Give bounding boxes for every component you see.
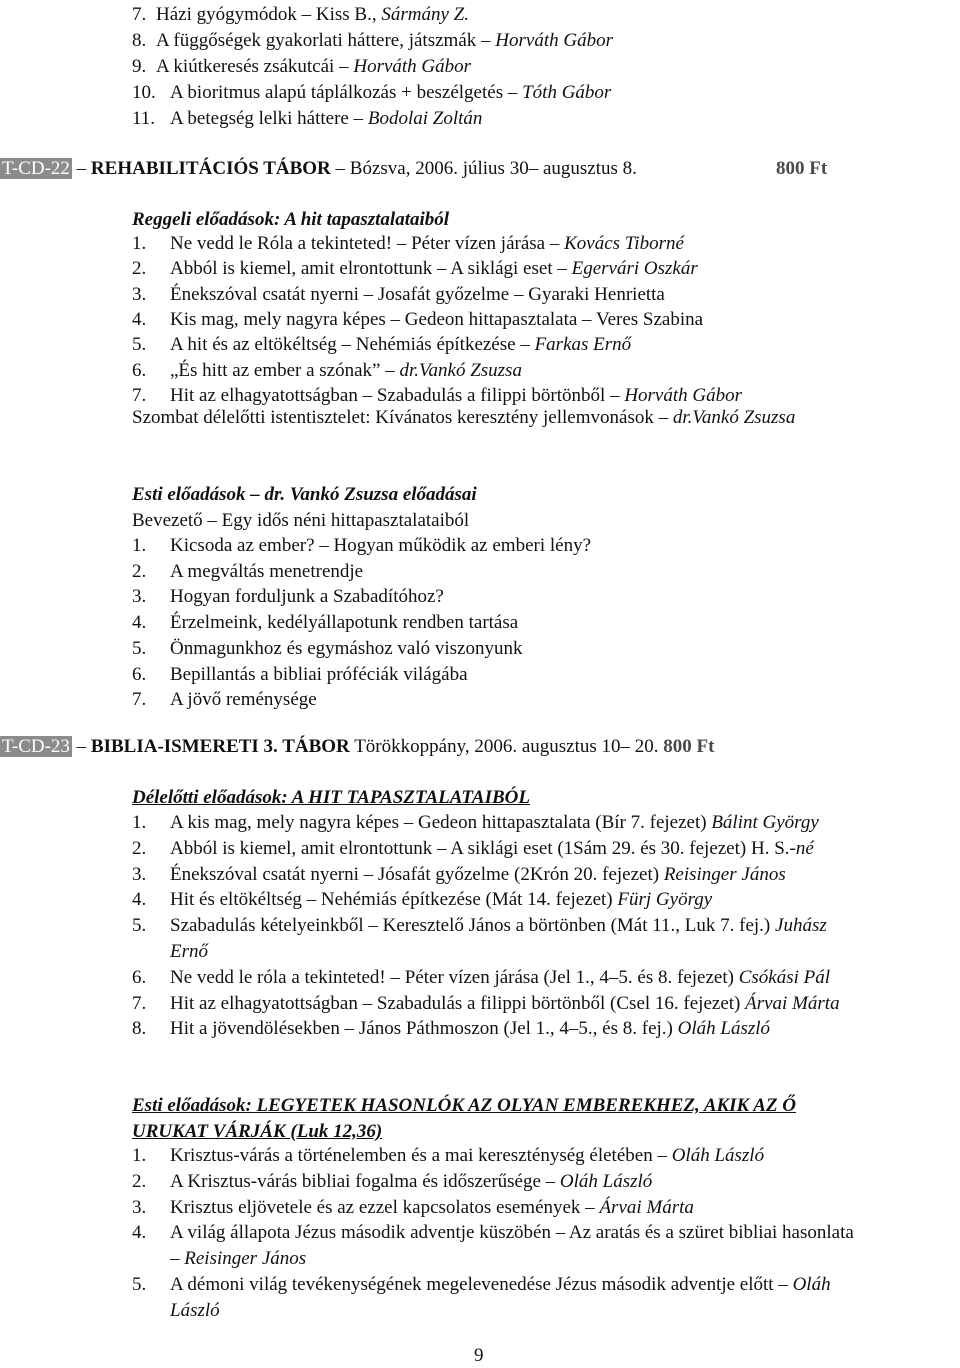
top-list-item	[132, 3, 469, 27]
item-text: Hit és eltökéltség – Nehémiás építkezése (Mát 14. fejezet)	[170, 889, 618, 911]
saturday-line	[132, 406, 795, 430]
item-author: Horváth Gábor	[353, 56, 472, 77]
item-author: Tóth Gábor	[522, 82, 612, 103]
top-list-item	[132, 55, 471, 79]
item-text: Szabadulás kételyeinkből – Keresztelő János a börtönben (Mát 11., Luk 7. fej.)	[170, 915, 776, 937]
item-number: 11.	[132, 108, 156, 129]
item-number: 7.	[132, 689, 147, 711]
item-text: Krisztus-várás a történelemben és a mai kereszténység életében –	[170, 1145, 672, 1166]
item-text: A hit és az eltökéltség – Nehémiás építkezése –	[170, 334, 535, 356]
dash: –	[76, 736, 91, 757]
item-author: Farkas Ernő	[534, 334, 632, 356]
item-text: A függőségek gyakorlati háttere, játszmák –	[156, 30, 496, 51]
item-number: 3.	[132, 1196, 147, 1218]
list-item	[132, 811, 819, 835]
camp-details: Törökkoppány, 2006. augusztus 10– 20.	[354, 736, 659, 757]
camp-code: T-CD-23	[2, 736, 70, 757]
item-text: Hit a jövendölésekben – János Páthmoszon (Jel 1., 4–5., és 8. fej.)	[170, 1018, 678, 1040]
intro-line: Bevezető – Egy idős néni hittapasztalataiból	[132, 510, 470, 531]
item-author: Oláh László	[559, 1170, 653, 1192]
item-author: Reisinger János	[663, 863, 786, 885]
list-item	[132, 283, 665, 307]
camp-price: 800 Ft	[663, 736, 715, 757]
camp-title: BIBLIA-ISMERETI 3. TÁBOR	[90, 736, 350, 757]
list-item	[132, 560, 363, 584]
item-text: Bepillantás a bibliai próféciák világába	[170, 663, 468, 685]
item-text: A jövő reménysége	[170, 689, 317, 711]
list-item	[132, 1196, 694, 1220]
top-list-item	[132, 107, 482, 131]
list-item	[132, 688, 317, 712]
top-list-item	[132, 81, 611, 105]
item-text: Énekszóval csatát nyerni – Josafát győzelme – Gyaraki Henrietta	[170, 283, 665, 305]
item-author: Reisinger János	[184, 1248, 307, 1270]
item-text: A megváltás menetrendje	[170, 560, 364, 582]
camp-title: REHABILITÁCIÓS TÁBOR	[90, 158, 331, 179]
list-item	[132, 1144, 764, 1168]
list-item	[132, 1221, 854, 1245]
item-number: 4.	[132, 308, 147, 330]
camp-code: T-CD-22	[2, 158, 70, 179]
item-text: Érzelmeink, kedélyállapotunk rendben tartása	[170, 612, 519, 634]
item-author: Fürj György	[617, 889, 713, 911]
list-item	[132, 1247, 306, 1271]
item-text: Önmagunkhoz és egymáshoz való viszonyunk	[170, 637, 523, 659]
list-item	[132, 384, 742, 408]
item-author: Juhász	[775, 915, 827, 937]
item-text: Ne vedd le róla a tekinteted! – Péter vízen járása (Jel 1., 4–5. és 8. fejezet)	[170, 966, 739, 988]
item-number: 2.	[132, 837, 147, 859]
item-author: Árvai Márta	[745, 992, 840, 1014]
item-text: Énekszóval csatát nyerni – Jósafát győzelme (2Krón 20. fejezet)	[170, 863, 664, 885]
list-item	[132, 966, 830, 990]
item-author: Bodolai Zoltán	[367, 108, 483, 129]
item-author: Árvai Márta	[599, 1196, 694, 1218]
item-author: László	[170, 1299, 220, 1321]
item-text: A kiútkeresés zsákutcái –	[156, 56, 354, 77]
list-item	[132, 359, 522, 383]
item-text: A világ állapota Jézus második adventje küszöbén – Az aratás és a szüret bibliai hasonlata	[170, 1222, 854, 1244]
list-item	[132, 534, 591, 558]
item-text: –	[170, 1248, 185, 1270]
item-text: A betegség lelki háttere –	[170, 108, 368, 129]
item-number: 5.	[132, 334, 147, 356]
camp-price: 800 Ft	[776, 158, 828, 179]
item-number: 9.	[132, 56, 147, 77]
list-item	[132, 1017, 770, 1041]
list-item	[132, 1299, 220, 1323]
item-author: Sármány Z.	[381, 4, 469, 25]
list-item	[132, 837, 814, 861]
item-number: 7.	[132, 384, 147, 406]
item-number: 1.	[132, 1145, 147, 1166]
item-number: 5.	[132, 915, 147, 937]
item-number: 2.	[132, 560, 147, 582]
item-text: Kis mag, mely nagyra képes – Gedeon hittapasztalata – Veres Szabina	[170, 308, 704, 330]
item-author: Horváth Gábor	[624, 384, 743, 406]
item-author: Oláh László	[677, 1018, 771, 1040]
item-text: Házi gyógymódok – Kiss B.,	[156, 4, 382, 25]
item-text: A démoni világ tevékenységének megelevenedése Jézus második adventje előtt –	[170, 1274, 793, 1295]
list-item	[132, 1170, 652, 1194]
list-item	[132, 914, 827, 938]
section-heading: Esti előadások: LEGYETEK HASONLÓK AZ OLYAN EMBEREKHEZ, AKIK AZ Ő	[132, 1095, 797, 1116]
item-text: Hit az elhagyatottságban – Szabadulás a filippi börtönből –	[170, 384, 625, 406]
item-author: -né	[789, 837, 814, 859]
camp-header	[0, 157, 637, 181]
item-text: A Krisztus-várás bibliai fogalma és időszerűsége –	[170, 1170, 560, 1192]
item-text: Hit az elhagyatottságban – Szabadulás a filippi börtönből (Csel 16. fejezet)	[170, 992, 746, 1014]
item-author: Oláh	[792, 1274, 831, 1295]
item-number: 6.	[132, 359, 147, 381]
section-heading: Reggeli előadások: A hit tapasztalataiból	[132, 209, 450, 230]
item-number: 3.	[132, 283, 147, 305]
list-item	[132, 257, 698, 281]
section-heading: URUKAT VÁRJÁK (Luk 12,36)	[132, 1121, 383, 1142]
item-text: A bioritmus alapú táplálkozás + beszélgetés –	[170, 82, 523, 103]
list-item	[132, 308, 703, 332]
item-number: 6.	[132, 663, 147, 685]
item-number: 8.	[132, 30, 147, 51]
item-number: 3.	[132, 586, 147, 608]
item-text: Abból is kiemel, amit elrontottunk – A siklági eset –	[170, 258, 572, 280]
page-number: 9	[474, 1345, 484, 1366]
item-number: 8.	[132, 1018, 147, 1040]
list-item	[132, 992, 840, 1016]
item-text: „És hitt az ember a szónak” –	[170, 359, 400, 381]
item-number: 1.	[132, 535, 147, 556]
list-item	[132, 1273, 831, 1297]
item-number: 5.	[132, 1274, 147, 1295]
item-number: 4.	[132, 889, 147, 911]
list-item	[132, 940, 208, 964]
item-number: 4.	[132, 1222, 147, 1244]
item-number: 1.	[132, 233, 147, 254]
item-number: 5.	[132, 637, 147, 659]
list-item	[132, 611, 518, 635]
item-number: 6.	[132, 966, 147, 988]
list-item	[132, 585, 444, 609]
item-number: 2.	[132, 258, 147, 280]
item-text: Ne vedd le Róla a tekinteted! – Péter vízen járása –	[170, 233, 565, 254]
item-author: Kovács Tiborné	[564, 233, 684, 254]
item-number: 7.	[132, 992, 147, 1014]
item-author: Horváth Gábor	[495, 30, 613, 51]
camp-header	[0, 735, 714, 759]
item-text: Abból is kiemel, amit elrontottunk – A siklági eset (1Sám 29. és 30. fejezet) H. S.	[170, 837, 790, 859]
item-text: Kicsoda az ember? – Hogyan működik az emberi lény?	[170, 535, 592, 556]
section-heading: Délelőtti előadások: A HIT TAPASZTALATAIBÓL	[132, 787, 530, 808]
item-number: 10.	[132, 82, 156, 103]
saturday-text: Szombat délelőtti istentisztelet: Kívánatos keresztény jellemvonások –	[132, 407, 673, 428]
list-item	[132, 888, 712, 912]
section-heading: Esti előadások – dr. Vankó Zsuzsa előadásai	[132, 484, 477, 505]
item-author: Bálint György	[711, 812, 819, 833]
list-item	[132, 663, 468, 687]
item-author: Csókási Pál	[738, 966, 831, 988]
list-item	[132, 232, 684, 256]
item-number: 4.	[132, 612, 147, 634]
item-number: 1.	[132, 812, 147, 833]
item-author: Oláh László	[671, 1145, 765, 1166]
item-text: Hogyan forduljunk a Szabadítóhoz?	[170, 586, 444, 608]
item-text: A kis mag, mely nagyra képes – Gedeon hittapasztalata (Bír 7. fejezet)	[170, 812, 712, 833]
list-item	[132, 333, 631, 357]
list-item	[132, 863, 786, 887]
saturday-author: dr.Vankó Zsuzsa	[672, 407, 796, 428]
item-number: 2.	[132, 1170, 147, 1192]
item-text: Krisztus eljövetele és az ezzel kapcsolatos események –	[170, 1196, 600, 1218]
item-author: Ernő	[170, 941, 208, 962]
dash: –	[76, 158, 91, 179]
list-item	[132, 637, 522, 661]
dash: –	[335, 158, 350, 179]
camp-details: Bózsva, 2006. július 30– augusztus 8.	[349, 158, 637, 179]
item-number: 3.	[132, 863, 147, 885]
item-number: 7.	[132, 4, 147, 25]
top-list-item	[132, 29, 613, 53]
item-author: Egervári Oszkár	[571, 258, 698, 280]
item-author: dr.Vankó Zsuzsa	[399, 359, 522, 381]
